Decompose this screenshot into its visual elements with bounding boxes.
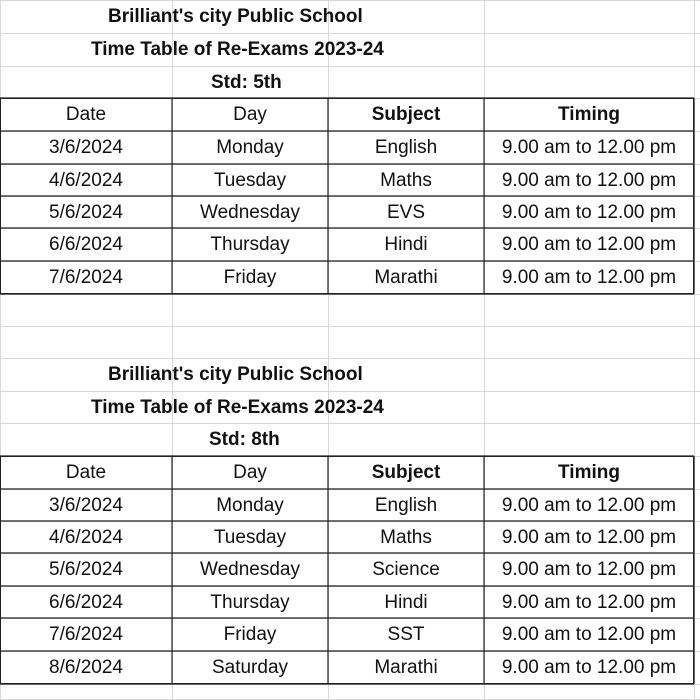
header-timing[interactable]: Timing [558, 461, 620, 483]
table-row [0, 586, 700, 619]
timing-cell[interactable]: 9.00 am to 12.00 pm [501, 656, 677, 678]
header-date[interactable]: Date [65, 103, 107, 125]
date-cell[interactable]: 7/6/2024 [49, 266, 123, 288]
timing-cell[interactable]: 9.00 am to 12.00 pm [501, 494, 677, 516]
date-cell[interactable]: 8/6/2024 [49, 656, 123, 678]
timing-cell[interactable]: 9.00 am to 12.00 pm [501, 623, 677, 645]
table-row [0, 131, 700, 164]
table-row [0, 618, 700, 651]
date-cell[interactable]: 3/6/2024 [49, 494, 123, 516]
timetable-title[interactable]: Time Table of Re-Exams 2023-24 [91, 396, 384, 418]
std-label[interactable]: Std: 8th [209, 428, 280, 450]
table-row [0, 489, 700, 522]
table-row [0, 196, 700, 229]
header-date[interactable]: Date [65, 461, 107, 483]
header-subject[interactable]: Subject [371, 103, 441, 125]
header-day[interactable]: Day [233, 461, 267, 483]
table-row [0, 651, 700, 684]
day-cell[interactable]: Monday [216, 494, 284, 516]
subject-cell[interactable]: SST [387, 623, 425, 645]
date-cell[interactable]: 5/6/2024 [49, 201, 123, 223]
header-timing[interactable]: Timing [558, 103, 620, 125]
timing-cell[interactable]: 9.00 am to 12.00 pm [501, 266, 677, 288]
day-cell[interactable]: Monday [216, 136, 284, 158]
date-cell[interactable]: 3/6/2024 [49, 136, 123, 158]
timing-cell[interactable]: 9.00 am to 12.00 pm [501, 201, 677, 223]
subject-cell[interactable]: EVS [386, 201, 426, 223]
school-name[interactable]: Brilliant's city Public School [108, 5, 363, 27]
timing-cell[interactable]: 9.00 am to 12.00 pm [501, 526, 677, 548]
day-cell[interactable]: Thursday [210, 591, 290, 613]
table-header-row [0, 98, 700, 131]
header-day[interactable]: Day [233, 103, 267, 125]
day-cell[interactable]: Thursday [210, 233, 290, 255]
day-cell[interactable]: Friday [223, 266, 277, 288]
timing-cell[interactable]: 9.00 am to 12.00 pm [501, 233, 677, 255]
table-row [0, 164, 700, 197]
subject-cell[interactable]: Science [372, 558, 440, 580]
header-subject[interactable]: Subject [371, 461, 441, 483]
subject-cell[interactable]: Maths [380, 169, 432, 191]
date-cell[interactable]: 7/6/2024 [49, 623, 123, 645]
std-label[interactable]: Std: 5th [211, 71, 282, 93]
day-cell[interactable]: Tuesday [213, 169, 287, 191]
date-cell[interactable]: 4/6/2024 [49, 526, 123, 548]
date-cell[interactable]: 6/6/2024 [49, 591, 123, 613]
timing-cell[interactable]: 9.00 am to 12.00 pm [501, 558, 677, 580]
table-row [0, 228, 700, 261]
timing-cell[interactable]: 9.00 am to 12.00 pm [501, 169, 677, 191]
table-row [0, 553, 700, 586]
date-cell[interactable]: 5/6/2024 [49, 558, 123, 580]
subject-cell[interactable]: Maths [380, 526, 432, 548]
day-cell[interactable]: Saturday [211, 656, 289, 678]
subject-cell[interactable]: Marathi [374, 656, 438, 678]
day-cell[interactable]: Wednesday [200, 558, 300, 580]
timing-cell[interactable]: 9.00 am to 12.00 pm [501, 136, 677, 158]
date-cell[interactable]: 4/6/2024 [49, 169, 123, 191]
subject-cell[interactable]: Marathi [374, 266, 438, 288]
day-cell[interactable]: Friday [223, 623, 277, 645]
subject-cell[interactable]: Hindi [384, 591, 428, 613]
day-cell[interactable]: Tuesday [213, 526, 287, 548]
table-row [0, 261, 700, 294]
timetable-title[interactable]: Time Table of Re-Exams 2023-24 [91, 38, 384, 60]
timing-cell[interactable]: 9.00 am to 12.00 pm [501, 591, 677, 613]
subject-cell[interactable]: Hindi [384, 233, 428, 255]
table-header-row [0, 456, 700, 489]
subject-cell[interactable]: English [374, 494, 438, 516]
table-row [0, 521, 700, 554]
subject-cell[interactable]: English [374, 136, 438, 158]
school-name[interactable]: Brilliant's city Public School [108, 363, 363, 385]
date-cell[interactable]: 6/6/2024 [49, 233, 123, 255]
day-cell[interactable]: Wednesday [200, 201, 300, 223]
